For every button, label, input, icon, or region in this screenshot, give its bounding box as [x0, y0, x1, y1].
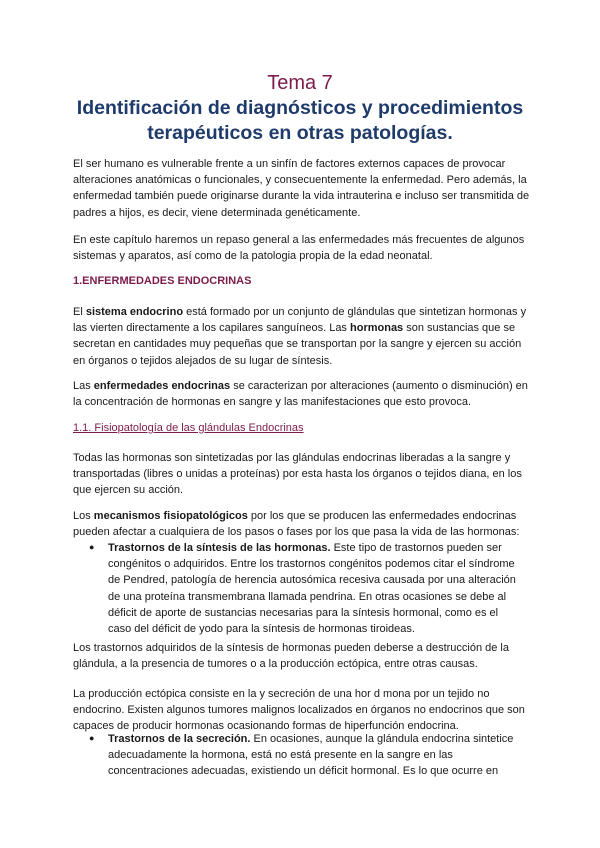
subsection-paragraph-3: Los trastornos adquiridos de la síntesis de hormonas pueden deberse a destrucción de la glándula, a la presencia de tumores o a la producción ectópica, entre otras causas.: [73, 642, 509, 671]
bullet-dot-icon: ●: [89, 733, 95, 743]
page-title: Identificación de diagnósticos y procedimientos terapéuticos en otras patologías.: [76, 97, 524, 144]
chapter-label: Tema 7: [267, 72, 333, 94]
subsection-heading-link[interactable]: 1.1. Fisiopatología de las glándulas Endocrinas: [73, 422, 304, 434]
intro-paragraph-1: El ser humano es vulnerable frente a un sinfín de factores externos capaces de provocar alteraciones anatómicas o funcionales, y consecuentemente la enfermedad. Pero además, la enfermedad también puede originarse durante la vida intrauterina e incluso ser transmitida de padres a hijos, es decir, viene determinada genéticamente.: [73, 158, 530, 219]
list-item-sintesis: Trastornos de la síntesis de las hormonas. Este tipo de trastornos pueden ser congénitos o adquiridos. Entre los trastornos congénitos podemos citar el síndrome de Pendred, patología de herencia autosómica recesiva causada por una alteración de una proteína transmembrana llamada pendrina. En otras ocasiones se debe al déficit de aporte de sustancias necesarias para la síntesis hormonal, como es el caso del déficit de yodo para la síntesis de hormonas tiroideas.: [108, 542, 516, 636]
list-item-secrecion: Trastornos de la secreción. En ocasiones, aunque la glándula endocrina sintetice adecuadamente la hormona, está no está presente en la sangre en las concentraciones adecuadas, existiendo un déficit hormonal. Es lo que ocurre en: [108, 733, 514, 778]
subsection-paragraph-1: Todas las hormonas son sintetizadas por las glándulas endocrinas liberadas a la sangre y transportadas (libres o unidas a proteínas) por esta hasta los órganos o tejidos diana, en los que ejercen su acción.: [73, 452, 522, 497]
section1-paragraph-2: Las enfermedades endocrinas se caracterizan por alteraciones (aumento o disminución) en la concentración de hormonas en sangre y las manifestaciones que esto provoca.: [73, 380, 528, 409]
section1-paragraph-1: El sistema endocrino está formado por un conjunto de glándulas que sintetizan hormonas y las vierten directamente a los capilares sanguíneos. Las hormonas son sustancias que se secretan en cantidades muy pequeñas que se transportan por la sangre y ejercen su acción en órganos o tejidos alejados de su lugar de síntesis.: [73, 306, 527, 367]
section-heading-endocrinas: 1.ENFERMEDADES ENDOCRINAS: [73, 275, 252, 287]
subsection-paragraph-4: La producción ectópica consiste en la y secreción de una hor d mona por un tejido no endocrino. Existen algunos tumores malignos localizados en órganos no endocrinos que son capaces de producir hormonas ocasionando formas de hiperfunción endocrina.: [73, 688, 525, 733]
subsection-paragraph-2: Los mecanismos fisiopatológicos por los que se producen las enfermedades endocrinas pueden afectar a cualquiera de los pasos o fases por los que pasa la vida de las hormonas:: [73, 510, 520, 539]
bullet-dot-icon: ●: [89, 542, 95, 552]
intro-paragraph-2: En este capítulo haremos un repaso general a las enfermedades más frecuentes de algunos sistemas y aparatos, así como de la patologia propia de la edad neonatal.: [73, 234, 525, 263]
